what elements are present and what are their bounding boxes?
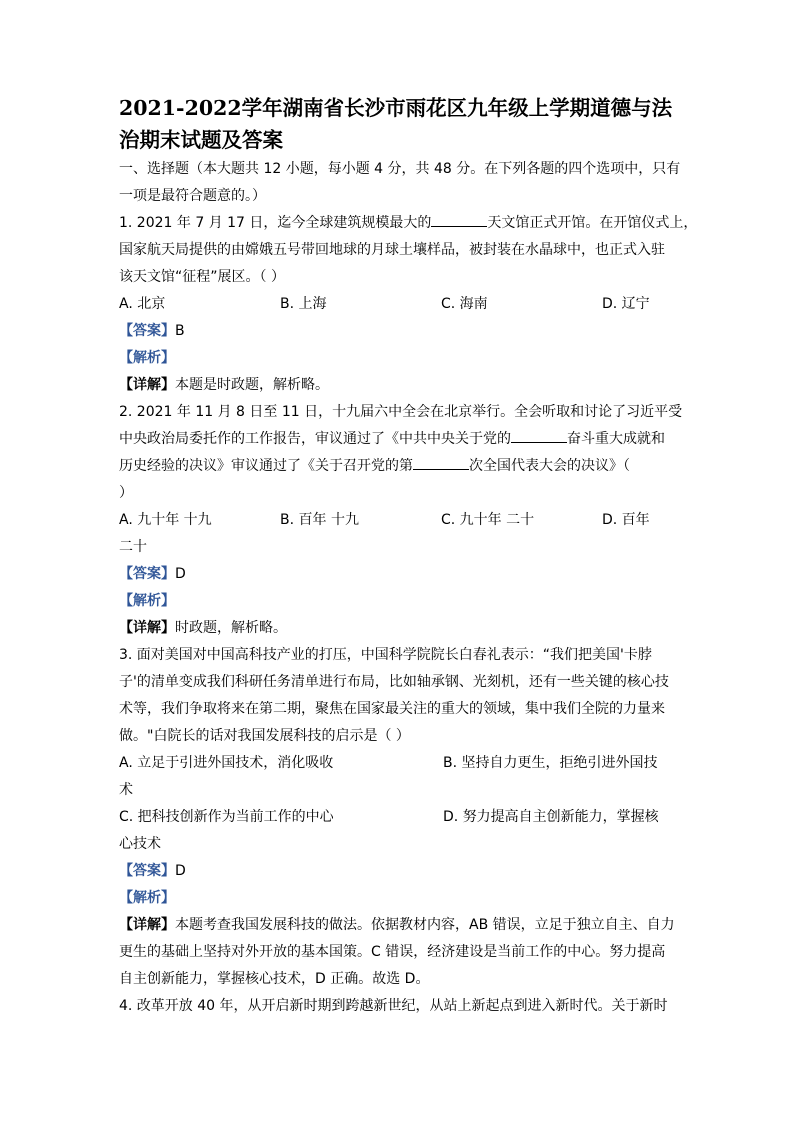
q2-detail-text: 时政题，解析略。 — [175, 620, 287, 636]
q1-stem-part-a: 1. 2021 年 7 月 17 日，迄今全球建筑规模最大的 — [119, 215, 432, 231]
analysis-tag: 【解析】 — [119, 350, 175, 366]
q3-option-d: D. 努力提高自主创新能力，掌握核 — [443, 809, 659, 825]
q2-stem-part-d: 次全国代表大会的决议》（ — [469, 458, 630, 474]
q2-stem-line-4: ） — [119, 485, 133, 501]
q1-analysis — [119, 345, 675, 372]
q2-analysis — [119, 588, 675, 615]
q1-answer — [119, 318, 675, 345]
detail-tag: 【详解】 — [119, 377, 175, 393]
q2-answer-value: D — [175, 566, 186, 582]
document-title — [119, 92, 675, 156]
q3-stem-line-3: 术等，我们争取将来在第二期，聚焦在国家最关注的重大的领域，集中我们全院的力量来 — [119, 701, 665, 717]
q2-option-b: B. 百年 十九 — [280, 512, 359, 528]
q3-answer — [119, 858, 675, 885]
q2-option-a: A. 九十年 十九 — [119, 512, 212, 528]
q3-option-c: C. 把科技创新作为当前工作的中心 — [119, 809, 334, 825]
q3-answer-value: D — [175, 863, 186, 879]
q2-stem-part-c: 历史经验的决议》审议通过了《关于召开党的第 — [119, 458, 413, 474]
section-heading-line-1: 一、选择题（本大题共 12 小题，每小题 4 分，共 48 分。在下列各题的四个选项中，只有 — [119, 161, 681, 177]
q3-option-b-wrap: 术 — [119, 782, 133, 798]
q3-detail-line-1 — [119, 912, 675, 939]
q2-detail — [119, 615, 675, 642]
document-page — [119, 92, 698, 1020]
q2-stem-part-b: 奋斗重大成就和 — [567, 431, 665, 447]
q3-options-row-1 — [119, 750, 675, 777]
q3-analysis — [119, 885, 675, 912]
q1-detail-text: 本题是时政题，解析略。 — [175, 377, 329, 393]
q2-option-c: C. 九十年 二十 — [441, 512, 535, 528]
q3-stem-line-2: 子'的清单变成我们科研任务清单进行布局，比如轴承钢、光刻机，还有一些关键的核心技 — [119, 674, 669, 690]
q1-answer-value: B — [175, 323, 185, 339]
q2-option-d: D. 百年 — [602, 512, 650, 528]
detail-tag: 【详解】 — [119, 620, 175, 636]
q2-options — [119, 507, 675, 534]
q2-stem-part-a: 中央政治局委托作的工作报告，审议通过了《中共中央关于党的 — [119, 431, 511, 447]
q2-answer — [119, 561, 675, 588]
analysis-tag: 【解析】 — [119, 593, 175, 609]
question-3 — [119, 642, 675, 993]
q1-option-b: B. 上海 — [280, 296, 327, 312]
q3-stem-line-4: 做。"白院长的话对我国发展科技的启示是（ ） — [119, 728, 410, 744]
section-heading-line-2: 一项是最符合题意的。） — [119, 188, 266, 204]
question-2 — [119, 399, 683, 642]
q4-stem-line-1: 4. 改革开放 40 年，从开启新时期到跨越新世纪，从站上新起点到进入新时代。关于新时 — [119, 998, 668, 1014]
q3-options-row-2 — [119, 804, 675, 831]
q1-stem-line-2: 国家航天局提供的由嫦娥五号带回地球的月球土壤样品，被封装在水晶球中，也正式入驻 — [119, 242, 665, 258]
title-line-1: 2021-2022学年湖南省长沙市雨花区九年级上学期道德与法 — [119, 96, 673, 120]
title-line-2: 治期末试题及答案 — [119, 128, 283, 152]
answer-blank — [511, 428, 567, 443]
q3-detail-line-2: 更生的基础上坚持对外开放的基本国策。C 错误，经济建设是当前工作的中心。努力提高 — [119, 944, 666, 960]
question-1 — [119, 210, 698, 399]
q1-stem-line-3: 该天文馆“征程”展区。（ ） — [119, 269, 285, 285]
answer-blank — [431, 212, 487, 227]
q1-option-a: A. 北京 — [119, 296, 166, 312]
answer-blank — [413, 455, 469, 470]
answer-tag: 【答案】 — [119, 566, 175, 582]
q1-stem-part-b: 天文馆正式开馆。在开馆仪式上， — [487, 215, 698, 231]
question-4 — [119, 993, 675, 1020]
q3-detail-line-3: 自主创新能力，掌握核心技术，D 正确。故选 D。 — [119, 971, 430, 987]
answer-tag: 【答案】 — [119, 323, 175, 339]
analysis-tag: 【解析】 — [119, 890, 175, 906]
q2-stem-line-3 — [119, 453, 675, 480]
q2-stem-line-1: 2. 2021 年 11 月 8 日至 11 日，十九届六中全会在北京举行。全会听取和讨论了习近平受 — [119, 404, 683, 420]
detail-tag: 【详解】 — [119, 917, 175, 933]
q3-option-b: B. 坚持自力更生，拒绝引进外国技 — [443, 755, 658, 771]
q3-option-a: A. 立足于引进外国技术，消化吸收 — [119, 755, 334, 771]
q1-stem-line-1 — [119, 210, 698, 237]
q3-stem-line-1: 3. 面对美国对中国高科技产业的打压，中国科学院院长白春礼表示：“我们把美国'卡脖 — [119, 647, 652, 663]
q1-option-d: D. 辽宁 — [602, 296, 650, 312]
q1-options — [119, 291, 675, 318]
q2-option-wrap: 二十 — [119, 539, 147, 555]
answer-tag: 【答案】 — [119, 863, 175, 879]
q3-detail-text-1: 本题考查我国发展科技的做法。依据教材内容，AB 错误，立足于独立自主、自力 — [175, 917, 675, 933]
q3-option-d-wrap: 心技术 — [119, 836, 161, 852]
q2-stem-line-2 — [119, 426, 675, 453]
q1-detail — [119, 372, 675, 399]
q1-option-c: C. 海南 — [441, 296, 488, 312]
